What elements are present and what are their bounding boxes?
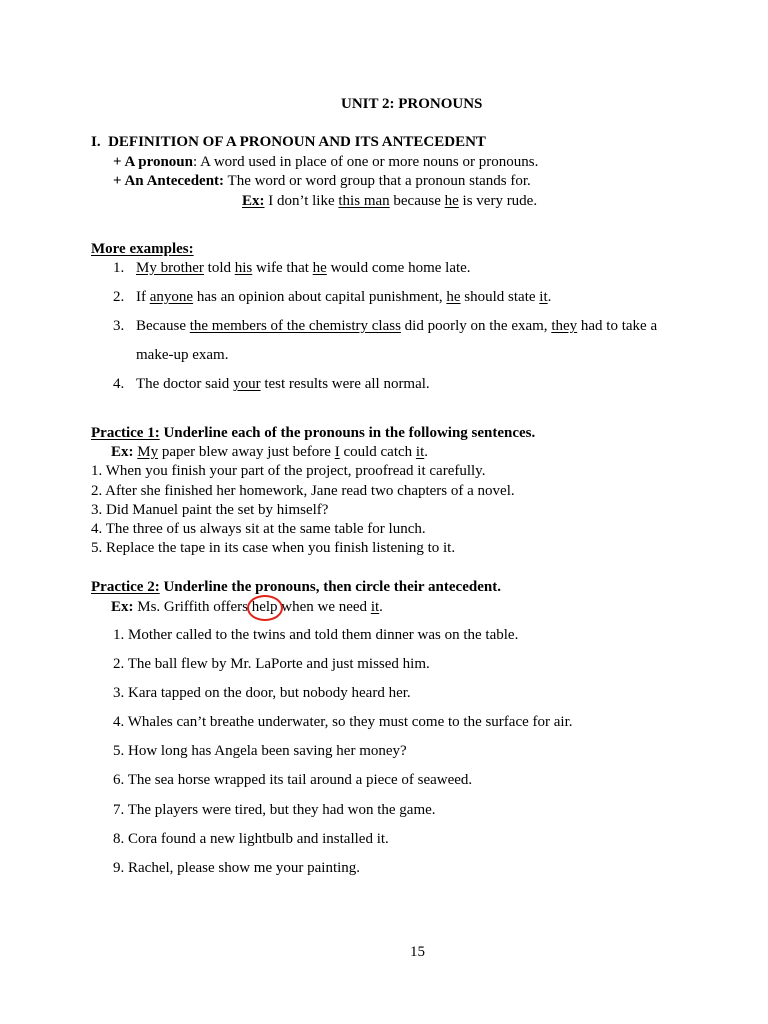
list-item: 2. The ball flew by Mr. LaPorte and just missed him.: [113, 656, 430, 672]
list-item: 7. The players were tired, but they had won the game.: [113, 802, 436, 818]
list-item: 3. Kara tapped on the door, but nobody heard her.: [113, 685, 411, 701]
list-item-text: If anyone has an opinion about capital punishment, he should state it.: [136, 289, 552, 305]
list-item: 1.: [113, 260, 125, 276]
list-item: 2.: [113, 289, 125, 305]
more-examples-heading: More examples:: [91, 241, 194, 257]
list-item: 2. After she finished her homework, Jane read two chapters of a novel.: [91, 483, 515, 499]
page-title: UNIT 2: PRONOUNS: [341, 96, 483, 112]
practice1-heading: Practice 1: Underline each of the pronouns in the following sentences.: [91, 425, 536, 441]
list-item: 5. How long has Angela been saving her money?: [113, 743, 407, 759]
list-item-continuation: make-up exam.: [136, 347, 229, 363]
list-item: 3. Did Manuel paint the set by himself?: [91, 502, 329, 518]
pronoun-definition: + A pronoun: A word used in place of one or more nouns or pronouns.: [113, 154, 539, 170]
list-item: 9. Rachel, please show me your painting.: [113, 860, 361, 876]
list-item: 3.: [113, 318, 125, 334]
definition-example: Ex: I don’t like this man because he is very rude.: [242, 193, 538, 209]
list-item: 1. When you finish your part of the project, proofread it carefully.: [91, 463, 486, 479]
list-item: 4. Whales can’t breathe underwater, so they must come to the surface for air.: [113, 714, 573, 730]
page-number: 15: [410, 944, 425, 960]
circled-antecedent: help: [251, 599, 278, 615]
list-item: 4. The three of us always sit at the same table for lunch.: [91, 521, 426, 537]
practice1-example: Ex: My paper blew away just before I could catch it.: [111, 444, 429, 460]
practice2-heading: Practice 2: Underline the pronouns, then circle their antecedent.: [91, 579, 501, 595]
list-item-text: My brother told his wife that he would come home late.: [136, 260, 471, 276]
list-item: 1. Mother called to the twins and told them dinner was on the table.: [113, 627, 519, 643]
list-item: 5. Replace the tape in its case when you finish listening to it.: [91, 540, 456, 556]
list-item-text: The doctor said your test results were all normal.: [136, 376, 430, 392]
list-item: 8. Cora found a new lightbulb and installed it.: [113, 831, 389, 847]
list-item: 6. The sea horse wrapped its tail around a piece of seaweed.: [113, 772, 473, 788]
antecedent-definition: + An Antecedent: The word or word group that a pronoun stands for.: [113, 173, 531, 189]
list-item-text: Because the members of the chemistry class did poorly on the exam, they had to take a: [136, 318, 658, 334]
list-item: 4.: [113, 376, 125, 392]
section-heading: I. DEFINITION OF A PRONOUN AND ITS ANTECEDENT: [91, 134, 486, 150]
practice2-example: Ex: Ms. Griffith offers help when we need it.: [111, 599, 383, 615]
